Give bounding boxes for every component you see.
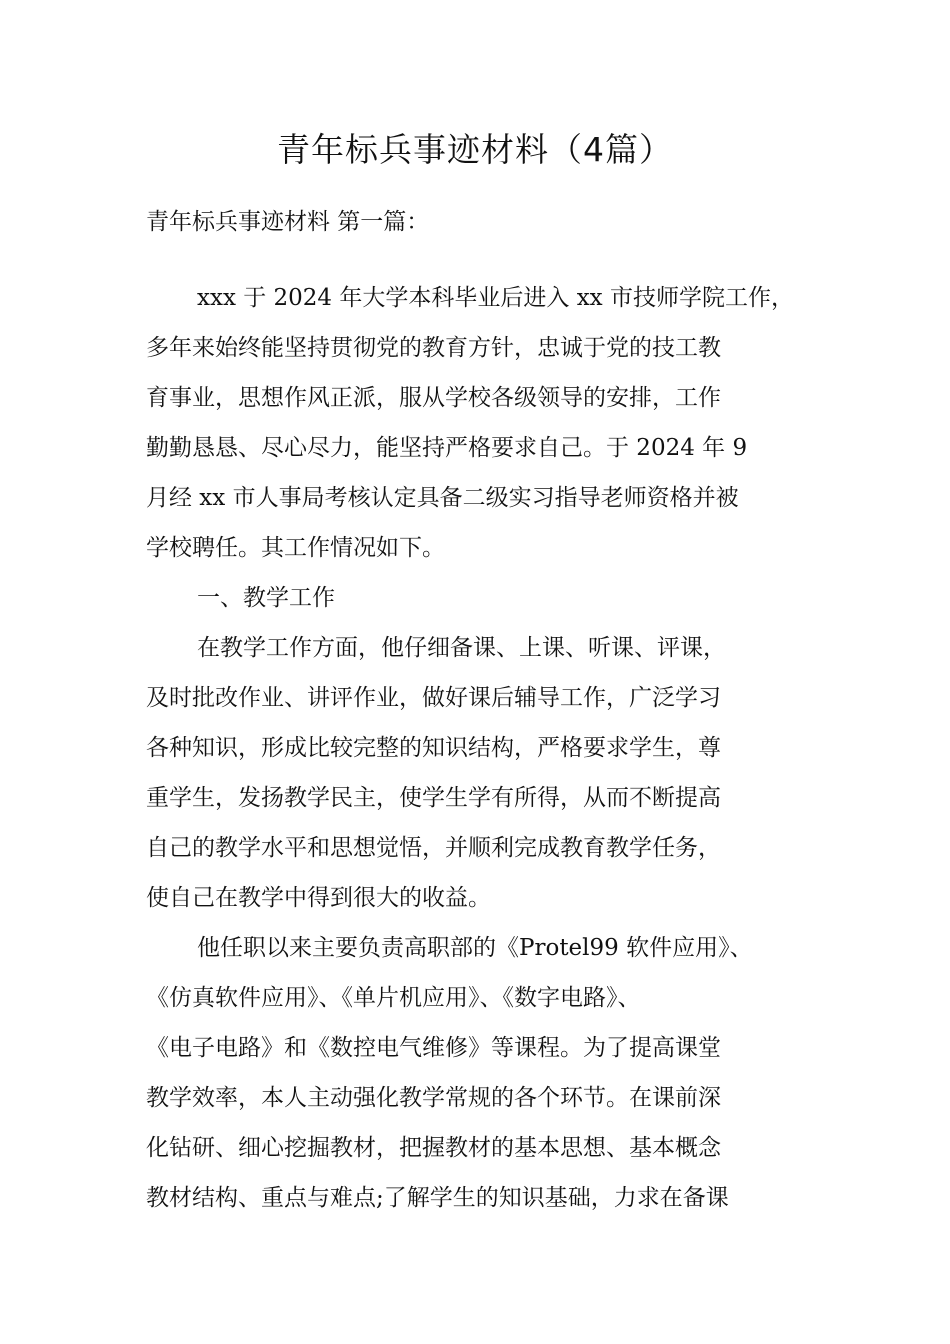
paragraph-line: 使自己在教学中得到很大的收益。	[146, 885, 491, 911]
paragraph-line: 《电子电路》和《数控电气维修》等课程。为了提高课堂	[146, 1035, 721, 1061]
paragraph-line: 月经 xx 市人事局考核认定具备二级实习指导老师资格并被	[146, 485, 739, 511]
paragraph-line: 各种知识，形成比较完整的知识结构，严格要求学生，尊	[146, 735, 721, 761]
paragraph-line: 育事业，思想作风正派，服从学校各级领导的安排，工作	[146, 385, 721, 411]
section-heading: 青年标兵事迹材料 第一篇：	[146, 209, 430, 235]
paragraph-line: 教学效率，本人主动强化教学常规的各个环节。在课前深	[146, 1085, 721, 1111]
paragraph-line: 自己的教学水平和思想觉悟，并顺利完成教育教学任务，	[146, 835, 721, 861]
paragraph-line: 勤勤恳恳、尽心尽力，能坚持严格要求自己。于 2024 年 9	[146, 435, 748, 461]
paragraph-line: 重学生，发扬教学民主，使学生学有所得，从而不断提高	[146, 785, 721, 811]
paragraph-line: xxx 于 2024 年大学本科毕业后进入 xx 市技师学院工作，	[197, 285, 794, 311]
paragraph-line: 及时批改作业、讲评作业，做好课后辅导工作，广泛学习	[146, 685, 721, 711]
subsection-heading: 一、教学工作	[197, 585, 335, 611]
paragraph-line: 多年来始终能坚持贯彻党的教育方针，忠诚于党的技工教	[146, 335, 721, 361]
paragraph-line: 在教学工作方面，他仔细备课、上课、听课、评课，	[197, 635, 726, 661]
paragraph-line: 他任职以来主要负责高职部的《Protel99 软件应用》、	[197, 935, 753, 961]
paragraph-line: 化钻研、细心挖掘教材，把握教材的基本思想、基本概念	[146, 1135, 721, 1161]
paragraph-line: 学校聘任。其工作情况如下。	[146, 535, 445, 561]
paragraph-line: 教材结构、重点与难点;了解学生的知识基础，力求在备课	[146, 1185, 729, 1211]
document-title: 青年标兵事迹材料（4篇）	[277, 130, 673, 169]
paragraph-line: 《仿真软件应用》、《单片机应用》、《数字电路》、	[146, 985, 641, 1011]
